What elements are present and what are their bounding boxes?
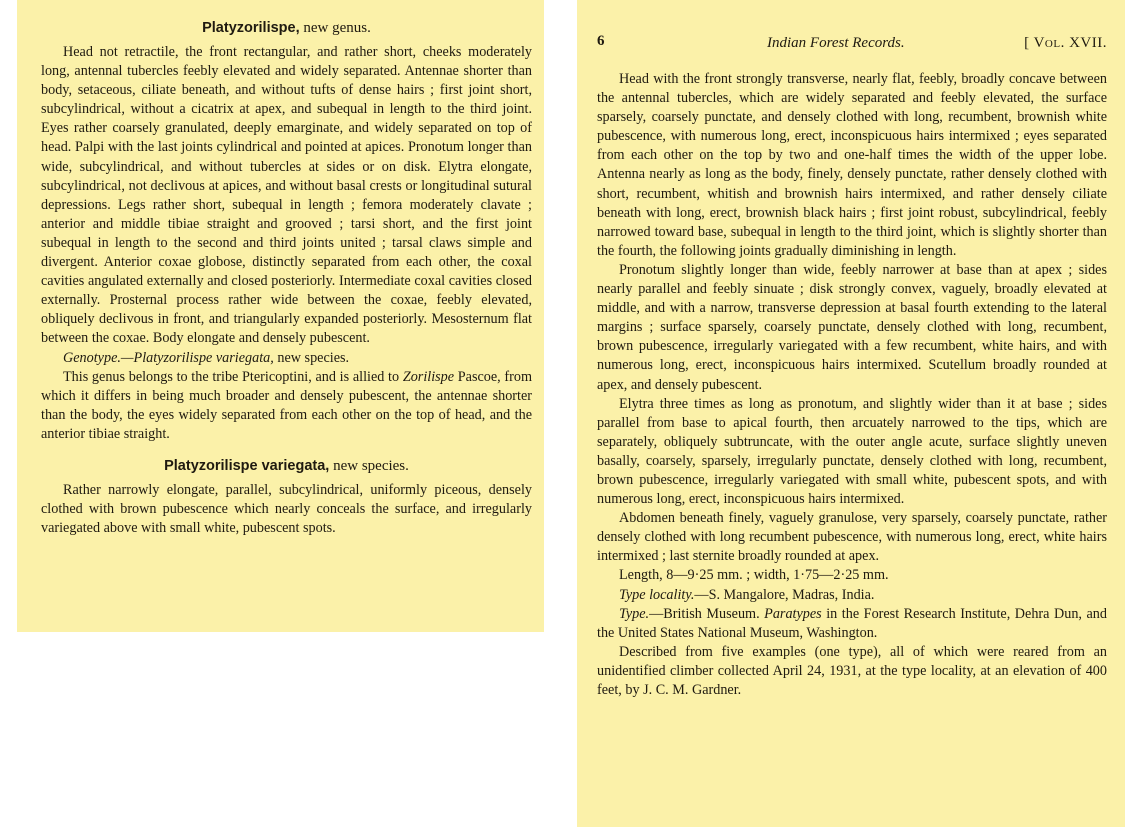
type-locality-value: —S. Mangalore, Madras, India. xyxy=(694,586,875,603)
genus-heading xyxy=(41,20,532,37)
species-description: Rather narrowly elongate, parallel, subcylindrical, uniformly piceous, densely clothed with brown pubescence which nearly conceals the surface, and irregularly variegated above with small white, pubescent spots. xyxy=(41,481,532,537)
head-paragraph: Head with the front strongly transverse, nearly flat, feebly, broadly concave between the antennal tubercles, which are widely separated and feebly elevated, the surface sparsely, coarsely punctate, and densely clothed with long, recumbent, brownish white pubescence, with numerous long, erect, inconspicuous hairs intermixed ; eyes separated from each other on the top by two and one-half times the width of the upper lobe. Antenna nearly as long as the body, finely, densely punctate, rather densely clothed with short, recumbent, whitish and brownish hairs intermixed, and rather densely ciliate beneath with long, erect, brownish black hairs ; first joint robust, subcylindrical, feebly narrowed toward base, subequal in length to the third joint, which is slightly shorter than the fourth, the following joints gradually diminishing in length. xyxy=(597,71,1107,259)
genus-description: Head not retractile, the front rectangular, and rather short, cheeks moderately long, antennal tubercles feebly elevated and widely separated. Antennae shorter than body, setaceous, ciliate beneath, and without tufts of dense hairs ; first joint short, subcylindrical, without a cicatrix at apex, and subequal in length to the third joint. Eyes rather coarsely granulated, deeply emarginate, and widely separated on top of head. Palpi with the last joints cylindrical and pointed at apices. Pronotum longer than wide, subcylindrical, and without tubercles at sides or on disk. Elytra elongate, subcylindrical, not declivous at apices, and without basal crests or longitudinal sutural depressions. Legs rather short, subequal in length ; femora moderately clavate ; anterior and middle tibiae straight and grooved ; tarsi short, and the first joint subequal in length to the second and third joints united ; tarsal claws simple and divergent. Anterior coxae globose, distinctly separated from each other, the coxal cavities angulated externally and closed posteriorly. Intermediate coxal cavities closed externally. Prosternal process rather wide between the coxae, feebly elevated, obliquely declivous in front, and triangularly expanded posteriorly. Mesosternum flat between the coxae. Body elongate and densely pubescent. xyxy=(41,44,532,347)
paratypes-label: Paratypes xyxy=(764,605,822,622)
tribe-text-2: Pascoe, from which it differs in being much broader and densely pubescent, the antennae shorter than the body, the eyes widely separated from each other on the top of head, and the anterior tibiae straight. xyxy=(41,368,532,442)
volume-label: [ Vol. XVII. xyxy=(1024,35,1107,51)
length-line: Length, 8—9·25 mm. ; width, 1·75—2·25 mm. xyxy=(619,567,889,584)
species-heading-name: Platyzorilispe variegata, xyxy=(164,457,330,474)
type-locality-line xyxy=(597,586,1107,605)
tribe-paragraph xyxy=(41,368,532,444)
species-heading xyxy=(41,458,532,475)
type-line xyxy=(597,605,1107,643)
type-value-1: —British Museum. xyxy=(649,605,765,622)
left-page xyxy=(17,0,544,632)
journal-title: Indian Forest Records. xyxy=(767,35,905,51)
right-body xyxy=(597,70,1107,700)
genotype-rest: new species. xyxy=(273,349,350,366)
abdomen-paragraph: Abdomen beneath finely, vaguely granulose, very sparsely, coarsely punctate, rather densely clothed with long recumbent pubescence, with numerous long, erect, white hairs intermixed ; last sternite broadly rounded at apex. xyxy=(597,510,1107,565)
elytra-paragraph: Elytra three times as long as pronotum, and slightly wider than it at base ; sides parallel from base to apical fourth, then arcuately narrowed to the tips, which are separately, obliquely subtruncate, with the outer angle acute, surface slightly uneven basally, coarsely, sparsely, irregularly punctate, densely clothed with long, recumbent, brown pubescence, irregularly variegated with small white, pubescent spots, and with numerous long, erect, inconspicuous hairs intermixed. xyxy=(597,395,1107,508)
right-page xyxy=(577,0,1125,827)
pronotum-paragraph: Pronotum slightly longer than wide, feebly narrower at base than at apex ; sides nearly parallel and feebly sinuate ; disk strongly convex, vaguely, broadly elevated at middle, and with a narrow, transverse depression at basal fourth extending to the lateral margins ; surface sparsely, coarsely punctate, densely clothed with long, recumbent, brown pubescence, irregularly variegated with a few recumbent, white hairs, and with numerous long, erect, inconspicuous hairs intermixed. Scutellum broadly rounded at apex, and densely pubescent. xyxy=(597,261,1107,393)
type-value-2: in the Forest Research Institute, Dehra Dun, and the United States National Museum, Washington. xyxy=(597,605,1107,641)
type-label: Type. xyxy=(619,605,650,622)
genotype-label: Genotype.—Platyzorilispe variegata, xyxy=(63,349,274,366)
tribe-text-1: This genus belongs to the tribe Ptericoptini, and is allied to xyxy=(63,368,403,385)
type-locality-label: Type locality. xyxy=(619,586,695,603)
genus-heading-suffix: new genus. xyxy=(299,20,371,36)
tribe-genus: Zorilispe xyxy=(402,368,455,385)
genotype-line xyxy=(41,349,532,368)
described-paragraph: Described from five examples (one type), all of which were reared from an unidentified climber collected April 24, 1931, at the type locality, at an elevation of 400 feet, by J. C. M. Gardner. xyxy=(597,643,1107,698)
running-head xyxy=(597,33,1107,53)
page-number: 6 xyxy=(597,33,605,49)
species-heading-suffix: new species. xyxy=(329,457,409,474)
genus-heading-name: Platyzorilispe, xyxy=(202,20,300,36)
